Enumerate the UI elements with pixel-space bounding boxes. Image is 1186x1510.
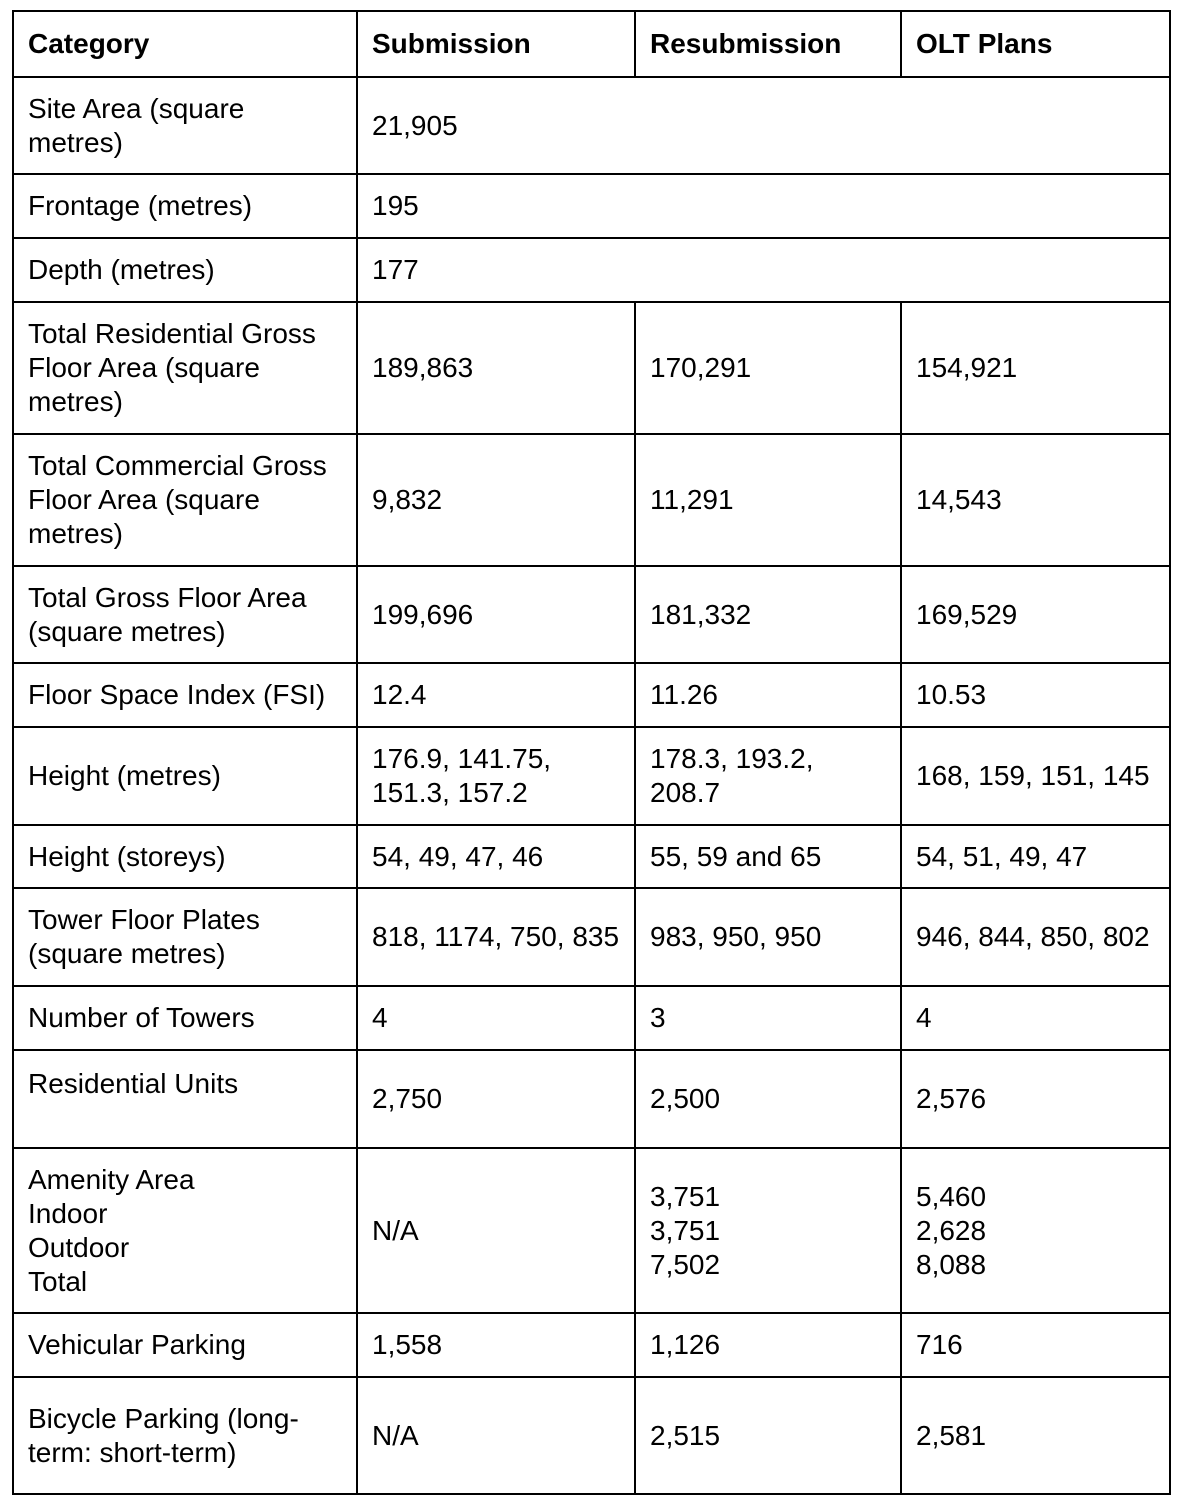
table-row [13,888,1170,986]
row-label: Bicycle Parking (long-term: short-term) [13,1377,357,1494]
header-resubmission: Resubmission [635,11,901,77]
cell-resubmission: 11.26 [635,663,901,727]
table-row [13,663,1170,727]
cell-submission: 54, 49, 47, 46 [357,825,635,888]
table-row [13,1313,1170,1377]
cell-submission: N/A [357,1148,635,1313]
row-label: Frontage (metres) [13,174,357,238]
cell-value: 177 [357,238,1170,302]
cell-olt-plans: 4 [901,986,1170,1050]
cell-olt-plans: 946, 844, 850, 802 [901,888,1170,986]
table-row [13,174,1170,238]
row-label: Total Commercial Gross Floor Area (square metres) [13,434,357,566]
cell-resubmission: 983, 950, 950 [635,888,901,986]
row-label: Residential Units [13,1050,357,1148]
cell-submission: 1,558 [357,1313,635,1377]
table-row [13,77,1170,174]
row-label: Total Gross Floor Area (square metres) [13,566,357,663]
header-olt-plans: OLT Plans [901,11,1170,77]
cell-resubmission: 1,126 [635,1313,901,1377]
cell-resubmission: 178.3, 193.2, 208.7 [635,727,901,825]
table-row [13,238,1170,302]
row-label: Vehicular Parking [13,1313,357,1377]
cell-submission: 4 [357,986,635,1050]
table-row [13,1377,1170,1494]
cell-value: 195 [357,174,1170,238]
cell-olt-plans: 54, 51, 49, 47 [901,825,1170,888]
cell-submission: 12.4 [357,663,635,727]
comparison-table [12,10,1171,1495]
table-row [13,1148,1170,1313]
table-row [13,986,1170,1050]
table-row [13,434,1170,566]
cell-olt-plans: 2,576 [901,1050,1170,1148]
cell-resubmission: 170,291 [635,302,901,434]
table-row [13,727,1170,825]
row-label: Height (metres) [13,727,357,825]
cell-resubmission: 2,515 [635,1377,901,1494]
cell-resubmission: 3 [635,986,901,1050]
table-row [13,566,1170,663]
cell-submission: 189,863 [357,302,635,434]
cell-resubmission: 11,291 [635,434,901,566]
header-submission: Submission [357,11,635,77]
cell-resubmission: 181,332 [635,566,901,663]
cell-olt-plans: 2,581 [901,1377,1170,1494]
row-label: Amenity Area Indoor Outdoor Total [13,1148,357,1313]
cell-submission: 9,832 [357,434,635,566]
cell-submission: 818, 1174, 750, 835 [357,888,635,986]
table-row [13,825,1170,888]
cell-olt-plans: 169,529 [901,566,1170,663]
cell-olt-plans: 14,543 [901,434,1170,566]
table-row [13,1050,1170,1148]
cell-submission: 199,696 [357,566,635,663]
row-label: Number of Towers [13,986,357,1050]
header-row [13,11,1170,77]
header-category: Category [13,11,357,77]
cell-submission: 2,750 [357,1050,635,1148]
row-label: Height (storeys) [13,825,357,888]
cell-resubmission: 3,751 3,751 7,502 [635,1148,901,1313]
cell-submission: 176.9, 141.75, 151.3, 157.2 [357,727,635,825]
row-label: Total Residential Gross Floor Area (square metres) [13,302,357,434]
cell-value: 21,905 [357,77,1170,174]
cell-resubmission: 55, 59 and 65 [635,825,901,888]
row-label: Tower Floor Plates (square metres) [13,888,357,986]
cell-submission: N/A [357,1377,635,1494]
row-label: Floor Space Index (FSI) [13,663,357,727]
table-row [13,302,1170,434]
row-label: Site Area (square metres) [13,77,357,174]
cell-olt-plans: 10.53 [901,663,1170,727]
cell-resubmission: 2,500 [635,1050,901,1148]
cell-olt-plans: 154,921 [901,302,1170,434]
cell-olt-plans: 716 [901,1313,1170,1377]
cell-olt-plans: 168, 159, 151, 145 [901,727,1170,825]
row-label: Depth (metres) [13,238,357,302]
cell-olt-plans: 5,460 2,628 8,088 [901,1148,1170,1313]
